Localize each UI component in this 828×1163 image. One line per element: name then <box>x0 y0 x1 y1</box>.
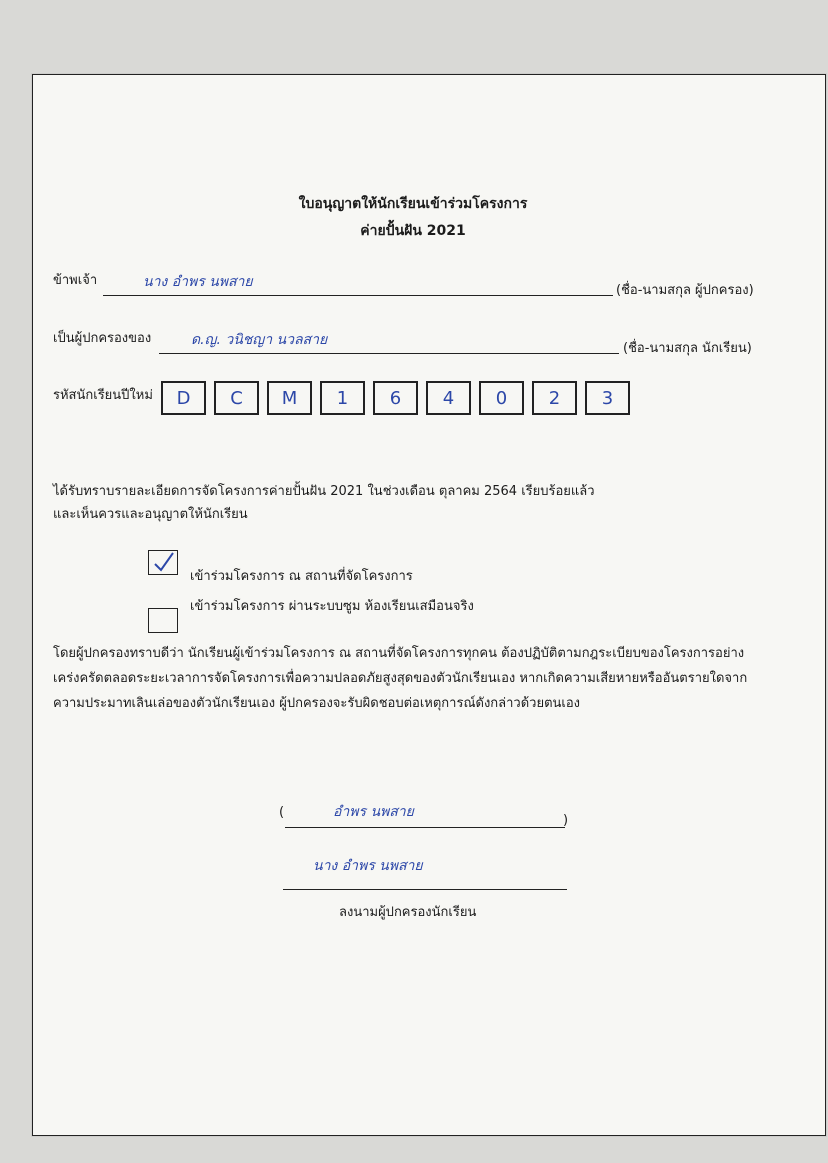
student-handwritten-name: ด.ญ. วนิชญา นวลสาย <box>191 332 328 348</box>
form-subtitle: ค่ายปั้นฝัน 2021 <box>360 223 466 239</box>
signature-line <box>283 889 567 890</box>
option-zoom-checkbox[interactable] <box>148 608 178 633</box>
form-paper <box>32 74 826 1136</box>
signature-printed-name: อำพร นพสาย <box>333 804 414 820</box>
terms-paragraph <box>53 641 783 716</box>
student-label: เป็นผู้ปกครองของ <box>53 331 152 346</box>
guardian-label: ข้าพเจ้า <box>53 273 98 288</box>
student-id-char: C <box>214 381 259 415</box>
option-zoom-label: เข้าร่วมโครงการ ผ่านระบบซูม ห้องเรียนเสมือนจริง <box>190 599 474 614</box>
guardian-suffix: (ชื่อ-นามสกุล ผู้ปกครอง) <box>616 283 754 298</box>
terms-line: ความประมาทเลินเล่อของตัวนักเรียนเอง ผู้ปกครองจะรับผิดชอบต่อเหตุการณ์ดังกล่าวด้วยตนเอง <box>53 696 581 711</box>
student-id-char: 0 <box>479 381 524 415</box>
acknowledge-line-1: ได้รับทราบรายละเอียดการจัดโครงการค่ายปั้นฝัน 2021 ในช่วงเดือน ตุลาคม 2564 เรียบร้อยแล้ว <box>53 484 595 499</box>
student-id-char: 4 <box>426 381 471 415</box>
signature-close-paren: ) <box>563 813 569 828</box>
acknowledge-line-2: และเห็นควรและอนุญาตให้นักเรียน <box>53 507 248 522</box>
student-id-boxes <box>161 381 630 415</box>
option-onsite-label: เข้าร่วมโครงการ ณ สถานที่จัดโครงการ <box>190 569 413 584</box>
student-id-char: 6 <box>373 381 418 415</box>
student-name-line <box>159 353 619 354</box>
student-suffix: (ชื่อ-นามสกุล นักเรียน) <box>623 341 752 356</box>
terms-line: เคร่งครัดตลอดระยะเวลาการจัดโครงการเพื่อความปลอดภัยสูงสุดของตัวนักเรียนเอง หากเกิดความเสียหายหรืออันตรายใดจาก <box>53 671 748 686</box>
terms-line: โดยผู้ปกครองทราบดีว่า นักเรียนผู้เข้าร่วมโครงการ ณ สถานที่จัดโครงการทุกคน ต้องปฏิบัติตามกฎระเบียบของโครงการอย่าง <box>53 646 745 661</box>
signature-caption: ลงนามผู้ปกครองนักเรียน <box>339 905 477 920</box>
check-mark-icon <box>151 551 177 573</box>
guardian-name-line <box>103 295 613 296</box>
guardian-signature: นาง อำพร นพสาย <box>313 858 423 874</box>
printed-name-line <box>285 827 565 828</box>
form-title: ใบอนุญาตให้นักเรียนเข้าร่วมโครงการ <box>298 196 528 212</box>
signature-open-paren: ( <box>279 805 285 820</box>
guardian-handwritten-name: นาง อำพร นพสาย <box>143 274 253 290</box>
student-id-label: รหัสนักเรียนปีใหม่ <box>53 388 153 403</box>
student-id-char: M <box>267 381 312 415</box>
student-id-char: 3 <box>585 381 630 415</box>
option-onsite-checkbox[interactable] <box>148 550 178 575</box>
student-id-char: D <box>161 381 206 415</box>
student-id-char: 1 <box>320 381 365 415</box>
student-id-char: 2 <box>532 381 577 415</box>
